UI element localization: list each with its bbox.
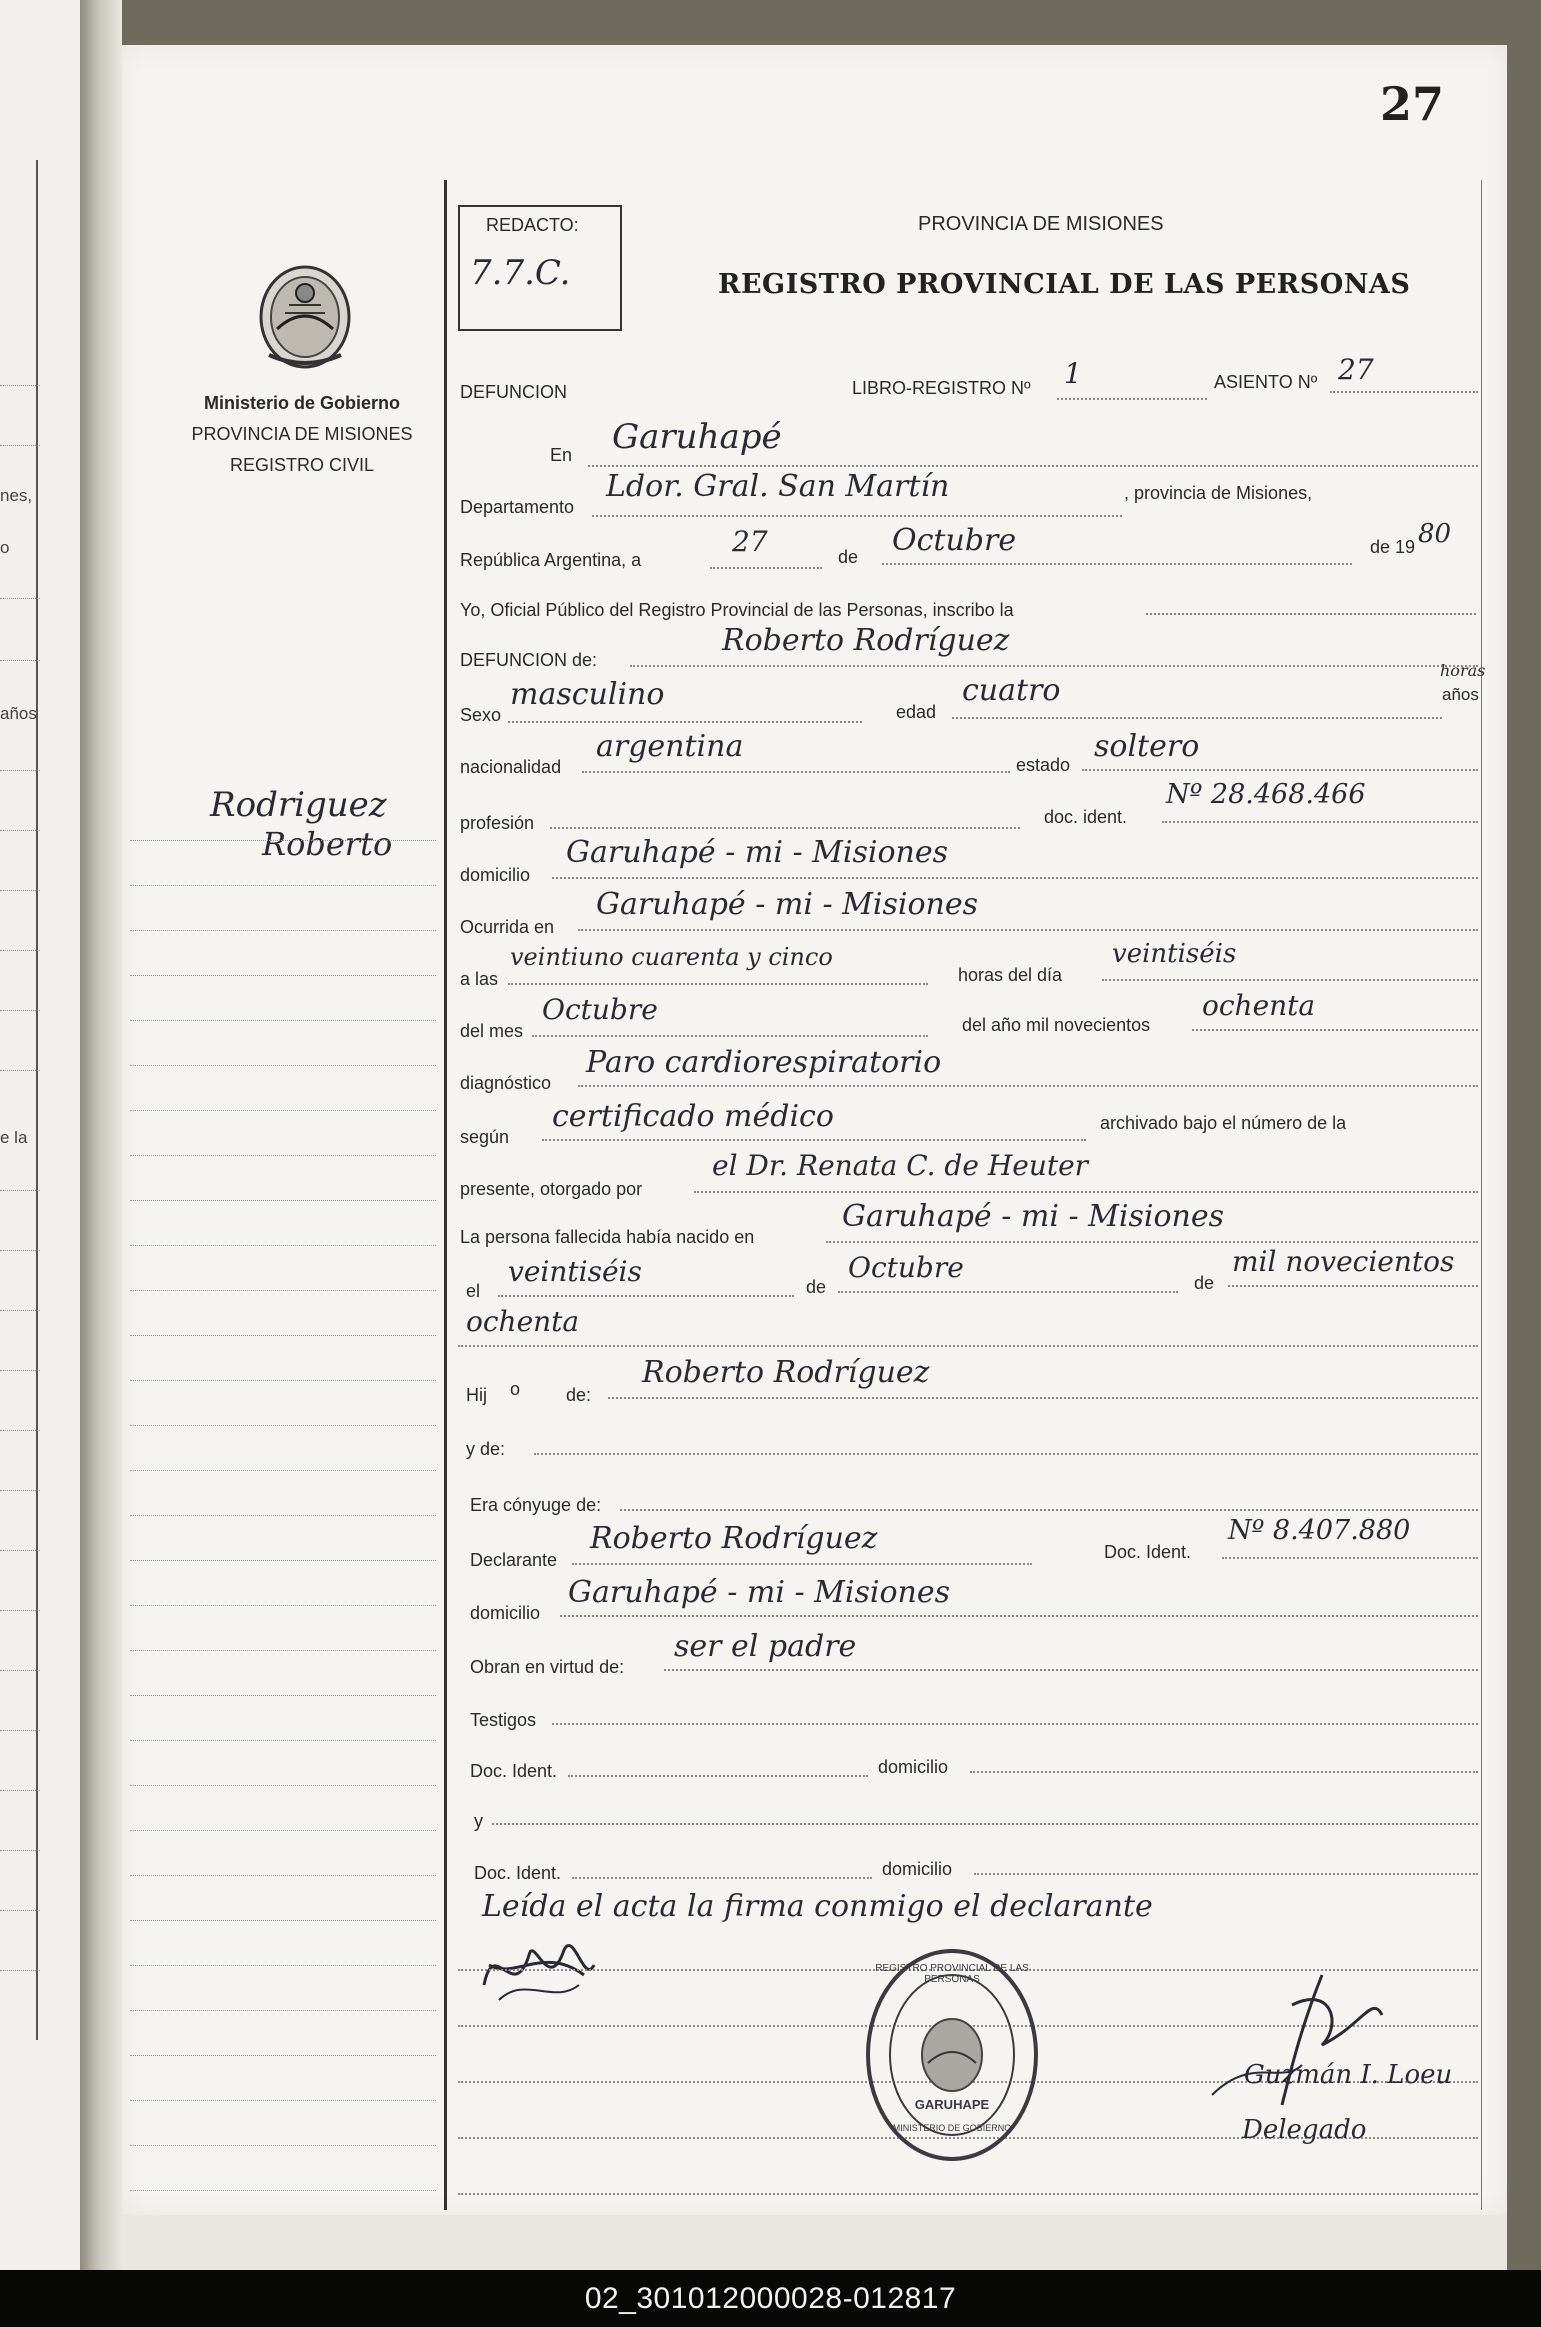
ocurrida-label: Ocurrida en [460,917,555,937]
nacido-value: Garuhapé - mi - Misiones [842,1199,1224,1234]
redacto-box [458,205,622,331]
ministry-line3: REGISTRO CIVIL [229,455,375,475]
del-mes-label: del mes [460,1021,524,1041]
obran-value: ser el padre [674,1629,857,1664]
nacido-label: La persona fallecida había nacido en [460,1227,755,1247]
margin-name-given: Roberto [262,825,393,863]
yo-text: Yo, Oficial Público del Registro Provincial de las Personas, inscribo la [460,600,1014,620]
nac-mes-value: Octubre [848,1251,964,1284]
sexo-label: Sexo [460,705,502,725]
ministry-line2: PROVINCIA DE MISIONES [191,424,413,444]
closing-value: Leída el acta la firma conmigo el declarante [482,1889,1153,1924]
decl-domicilio-label: domicilio [470,1603,541,1623]
conyuge-label: Era cónyuge de: [470,1495,602,1515]
ocurrida-value: Garuhapé - mi - Misiones [596,887,978,922]
page-bottom-edge [122,2215,1507,2270]
a-las-value: veintiuno cuarenta y cinco [510,943,833,971]
diagnostico-label: diagnóstico [460,1073,552,1093]
t2-doc-label: Doc. Ident. [474,1863,562,1883]
diagnostico-value: Paro cardiorespiratorio [586,1045,942,1080]
left-page-fragment: e la [0,1128,28,1147]
t2-domicilio-label: domicilio [882,1859,953,1879]
stamp-inner-text: GARUHAPE [914,2097,990,2112]
de-label: de [838,547,859,567]
y-label: y [474,1811,483,1831]
estado-value: soltero [1094,729,1200,764]
redacto-value: 7.7.C. [470,253,571,293]
t1-doc-label: Doc. Ident. [470,1761,558,1781]
a-las-label: a las [460,969,499,989]
header-province: PROVINCIA DE MISIONES [918,213,1164,235]
asiento-value: 27 [1338,353,1374,386]
stamp-outer-text: REGISTRO PROVINCIAL DE LAS PERSONAS [875,1963,1029,1985]
horas-note: horas [1440,661,1486,680]
nac-dia-value: veintiséis [508,1255,642,1288]
ministry-block [152,393,452,476]
official-signature [1172,1965,1432,2115]
left-page [0,0,82,2270]
nac-anio-value-2: ochenta [466,1305,580,1338]
segun-label: según [460,1127,510,1147]
libro-label: LIBRO-REGISTRO Nº [852,378,1031,398]
y-de-label: y de: [466,1439,506,1459]
segun-value: certificado médico [552,1099,834,1134]
decl-doc-label: Doc. Ident. [1104,1542,1192,1562]
left-page-margin-line [36,160,38,2040]
archivado-label: archivado bajo el número de la [1100,1113,1347,1133]
defuncion-de-label: DEFUNCION de: [460,650,598,670]
nacionalidad-value: argentina [596,729,744,764]
book-gutter [80,0,122,2270]
hijo-de-label: de: [566,1385,592,1405]
dia-value: 27 [732,525,768,558]
image-id-caption: 02_301012000028-012817 [584,2282,957,2315]
otorgado-value: el Dr. Renata C. de Heuter [712,1149,1089,1182]
asiento-label: ASIENTO Nº [1214,372,1318,392]
obran-label: Obran en virtud de: [470,1657,625,1677]
declarante-label: Declarante [470,1550,558,1570]
padre-value: Roberto Rodríguez [642,1355,930,1390]
stamp-bottom-text: MINISTERIO DE GOBIERNO [892,2123,1012,2133]
left-page-fragment: nes, [0,486,33,505]
hijo-label: Hij [466,1385,487,1405]
profesion-label: profesión [460,813,535,833]
domicilio-label: domicilio [460,865,531,885]
header-registry: REGISTRO PROVINCIAL DE LAS PERSONAS [718,269,1411,300]
provincia-suffix: , provincia de Misiones, [1124,483,1313,503]
nac-anio-value: mil novecientos [1232,1245,1455,1278]
horas-dia-value: veintiséis [1112,939,1237,969]
horas-label: horas del día [958,965,1063,985]
difunto-value: Roberto Rodríguez [722,623,1010,658]
testigos-label: Testigos [470,1710,537,1730]
de19-label: de 19 [1370,537,1416,557]
en-value: Garuhapé [612,417,782,457]
libro-value: 1 [1064,357,1082,390]
hijo-suffix: o [510,1379,521,1399]
del-mes-value: Octubre [542,993,658,1026]
defuncion-label: DEFUNCION [460,382,567,402]
ministry-line1: Ministerio de Gobierno [203,393,400,413]
doc-ident-label: doc. ident. [1044,807,1128,827]
decl-doc-value: Nº 8.407.880 [1228,1515,1411,1546]
left-page-fragment: años [0,704,37,723]
nacionalidad-label: nacionalidad [460,757,562,777]
edad-label: edad [896,702,937,722]
el-label: el [466,1281,481,1301]
presente-label: presente, otorgado por [460,1179,643,1199]
republica-label: República Argentina, a [460,550,642,570]
departamento-label: Departamento [460,497,575,517]
anio-value: 80 [1418,519,1452,549]
edad-value: cuatro [962,673,1061,708]
official-stamp [862,1945,1042,2165]
domicilio-value: Garuhapé - mi - Misiones [566,835,948,870]
official-name: Guzmán I. Loeu [1244,2060,1453,2090]
decl-domicilio-value: Garuhapé - mi - Misiones [568,1575,950,1610]
register-page [122,45,1507,2215]
departamento-value: Ldor. Gral. San Martín [606,469,950,504]
right-margin-rule [1481,180,1482,2210]
declarante-value: Roberto Rodríguez [590,1521,878,1556]
nac-de-label: de [806,1277,827,1297]
margin-rule [444,180,447,2210]
del-anio-value: ochenta [1202,989,1316,1022]
page-number: 27 [1380,77,1445,131]
del-anio-label: del año mil novecientos [962,1015,1151,1035]
official-title: Delegado [1242,2115,1367,2145]
mes-value: Octubre [892,523,1017,558]
nac-de2-label: de [1194,1273,1215,1293]
anos-label: años [1442,685,1479,704]
estado-label: estado [1016,755,1071,775]
en-label: En [550,445,573,465]
t1-domicilio-label: domicilio [878,1757,949,1777]
coat-of-arms [255,263,355,375]
margin-name-surname: Rodriguez [210,785,387,825]
left-page-fragment: o [0,538,10,557]
redacto-label: REDACTO: [486,215,579,235]
sexo-value: masculino [510,677,665,712]
doc-ident-value: Nº 28.468.466 [1166,779,1366,810]
